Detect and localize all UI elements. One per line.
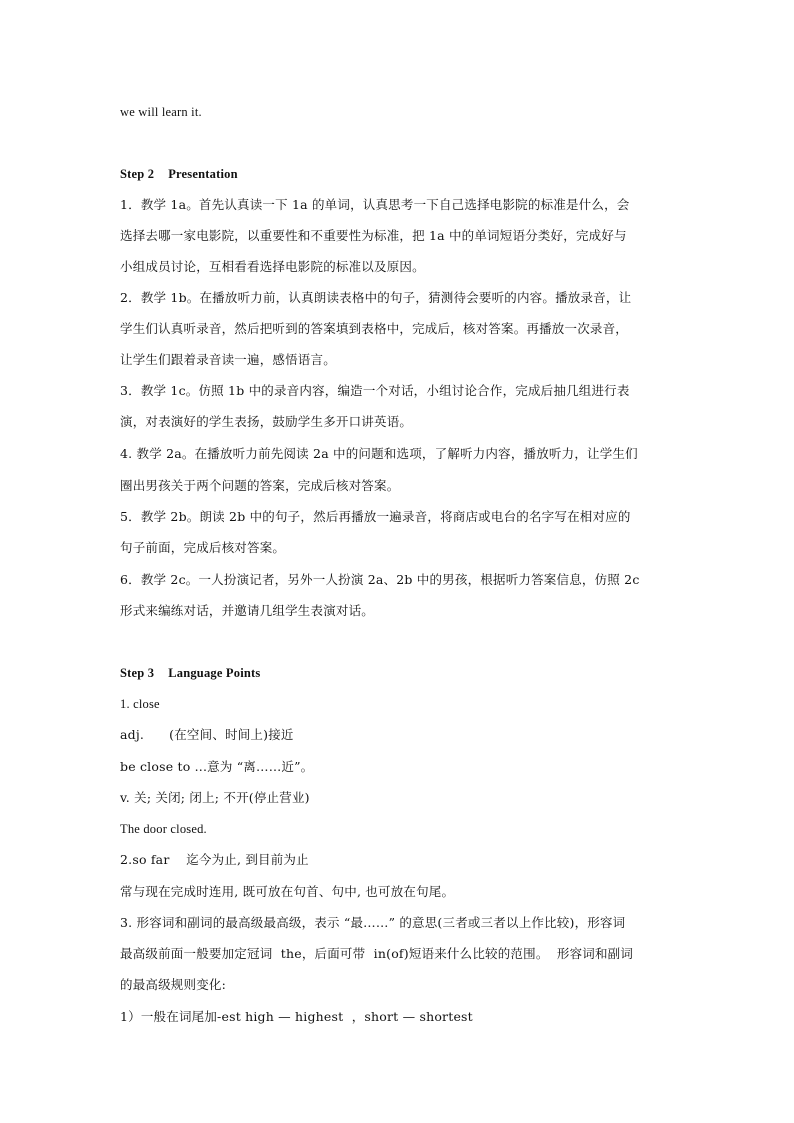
step2-line-4: 2．教学 1b。在播放听力前，认真朗读表格中的句子，猜测待会要听的内容。播放录音，让	[120, 290, 632, 305]
step3-line-11: 1）一般在词尾加-est high — highest ，short — shortest	[120, 1009, 473, 1024]
step2-heading	[120, 166, 680, 182]
step3-line-3: be close to ...意为 “离……近”。	[120, 759, 314, 774]
step2-line-13: 6．教学 2c。一人扮演记者，另外一人扮演 2a、2b 中的男孩，根据听力答案信息，仿照 2c	[120, 572, 640, 587]
step3-line-4: v. 关; 关闭; 闭上; 不开(停止营业)	[120, 790, 310, 805]
intro-line: we will learn it.	[120, 105, 202, 119]
step3-line-10: 的最高级规则变化:	[120, 977, 227, 992]
step3-line-6: 2.so far 迄今为止, 到目前为止	[120, 852, 309, 867]
step3-line-2: adj. (在空间、时间上)接近	[120, 727, 294, 742]
step2-line-12: 句子前面，完成后核对答案。	[120, 540, 286, 555]
step2-title: Presentation	[168, 167, 238, 181]
step2-line-10: 圈出男孩关于两个问题的答案，完成后核对答案。	[120, 478, 400, 493]
step3-line-5: The door closed.	[120, 822, 207, 836]
step2-line-8: 演，对表演好的学生表扬，鼓励学生多开口讲英语。	[120, 414, 413, 429]
step2-line-9: 4. 教学 2a。在播放听力前先阅读 2a 中的问题和选项，了解听力内容，播放听力，让学生们	[120, 446, 638, 461]
step3-line-7: 常与现在完成时连用, 既可放在句首、句中, 也可放在句尾。	[120, 884, 455, 899]
step2-line-2: 选择去哪一家电影院，以重要性和不重要性为标准，把 1a 中的单词短语分类好，完成好与	[120, 228, 627, 243]
step3-line-1: 1. close	[120, 697, 160, 711]
step3-heading	[120, 665, 680, 681]
step3-line-9: 最高级前面一般要加定冠词 the，后面可带 in(of)短语来什么比较的范围。 形容词和副词	[120, 946, 634, 961]
step3-label: Step 3	[120, 666, 155, 680]
step2-line-1: 1．教学 1a。首先认真读一下 1a 的单词，认真思考一下自己选择电影院的标准是什么，会	[120, 197, 630, 212]
step2-line-5: 学生们认真听录音，然后把听到的答案填到表格中，完成后，核对答案。再播放一次录音，	[120, 321, 629, 336]
step2-line-14: 形式来编练对话，并邀请几组学生表演对话。	[120, 603, 375, 618]
step2-label: Step 2	[120, 167, 155, 181]
step3-title: Language Points	[168, 666, 261, 680]
step3-line-8: 3. 形容词和副词的最高级最高级，表示 “最……” 的意思(三者或三者以上作比较)，形容词	[120, 915, 626, 930]
step2-line-11: 5．教学 2b。朗读 2b 中的句子，然后再播放一遍录音，将商店或电台的名字写在相对应的	[120, 509, 631, 524]
step2-line-3: 小组成员讨论，互相看看选择电影院的标准以及原因。	[120, 259, 425, 274]
step2-line-6: 让学生们跟着录音读一遍，感悟语言。	[120, 352, 336, 367]
step2-line-7: 3．教学 1c。仿照 1b 中的录音内容，编造一个对话，小组讨论合作，完成后抽几组进行表	[120, 383, 630, 398]
